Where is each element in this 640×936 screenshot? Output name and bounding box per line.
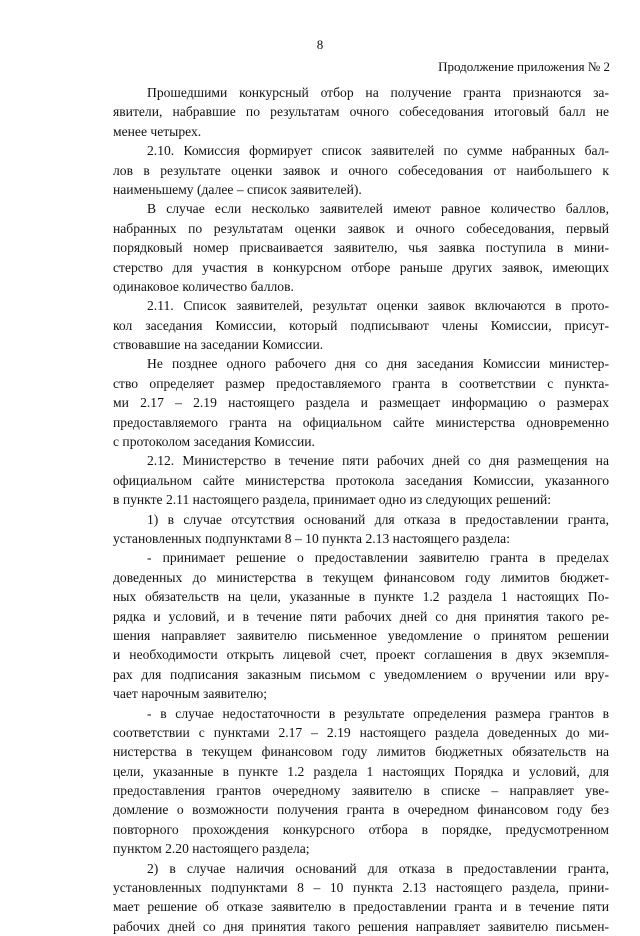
text-line: цели, указанные в пункте 1.2 раздела 1 настоящих Порядка и условий, для xyxy=(113,763,609,779)
text-line: рабочих дней со дня принятия такого решения направляет заявителю письмен- xyxy=(113,918,609,934)
text-line: В случае если несколько заявителей имеют равное количество баллов, xyxy=(147,201,609,217)
text-line: - в случае недостаточности в результате определения размера грантов в xyxy=(147,705,609,721)
text-line: рах для подписания заказным письмом с уведомлением о вручении или вру- xyxy=(113,666,609,682)
text-line: в пункте 2.11 настоящего раздела, принимает одно из следующих решений: xyxy=(113,492,552,508)
text-line: стерство для участия в конкурсном отборе раньше других заявок, имеющих xyxy=(113,259,609,275)
text-line: 2.12. Министерство в течение пяти рабочих дней со дня размещения на xyxy=(147,453,609,469)
text-line: наименьшему (далее – список заявителей). xyxy=(113,181,362,197)
text-line: официальном сайте министерства протокола заседания Комиссии, указанного xyxy=(113,472,609,488)
body-text xyxy=(113,83,609,936)
text-line: с протоколом заседания Комиссии. xyxy=(113,434,315,450)
text-line: нистерства в текущем финансовом году лимитов бюджетных обязательств на xyxy=(113,744,609,760)
text-line: набранных по результатам оценки заявок и очного собеседования, первый xyxy=(113,220,609,236)
text-line: кол заседания Комиссии, который подписывают члены Комиссии, присут- xyxy=(113,317,609,333)
text-line: чает нарочным заявителю; xyxy=(113,686,268,702)
text-line: 1) в случае отсутствия оснований для отказа в предоставлении гранта, xyxy=(147,511,609,527)
text-line: пунктом 2.20 настоящего раздела; xyxy=(113,841,310,857)
text-line: домление о возможности получения гранта в очередном финансовом году без xyxy=(113,802,609,818)
text-line: 2.11. Список заявителей, результат оценки заявок включаются в прото- xyxy=(147,298,609,314)
annex-caption: Продолжение приложения № 2 xyxy=(438,59,610,74)
text-line: 2) в случае наличия оснований для отказа в предоставлении гранта, xyxy=(147,860,609,876)
page-number: 8 xyxy=(316,37,324,52)
text-line: установленных подпунктами 8 – 10 пункта 2.13 настоящего раздела: xyxy=(113,530,510,546)
text-line: и необходимости открыть лицевой счет, проект соглашения в двух экземпля- xyxy=(113,647,609,663)
text-line: ство определяет размер предоставляемого гранта в соответствии с пункта- xyxy=(113,375,609,391)
text-line: рядка и условий, и в течение пяти рабочих дней со дня принятия такого ре- xyxy=(113,608,609,624)
text-line: явители, набравшие по результатам очного собеседования итоговый балл не xyxy=(113,104,609,120)
text-line: ствовавшие на заседании Комиссии. xyxy=(113,337,324,353)
text-line: 2.10. Комиссия формирует список заявителей по сумме набранных бал- xyxy=(147,143,609,159)
text-line: - принимает решение о предоставлении заявителю гранта в пределах xyxy=(147,550,609,566)
text-line: менее четырех. xyxy=(113,123,202,139)
text-line: Прошедшими конкурсный отбор на получение гранта признаются за- xyxy=(147,85,609,100)
text-line: ми 2.17 – 2.19 настоящего раздела и размещает информацию о размерах xyxy=(113,395,609,411)
text-line: лов в результате оценки заявок и очного собеседования от наибольшего к xyxy=(113,162,609,178)
text-line: предоставляемого гранта на официальном сайте министерства одновременно xyxy=(113,414,609,430)
text-line: предоставления грантов очередному заявителю в списке – направляет уве- xyxy=(113,783,609,799)
text-line: соответствии с пунктами 2.17 – 2.19 настоящего раздела доведенных до ми- xyxy=(113,724,609,740)
text-line: шения направляет заявителю письменное уведомление о принятом решении xyxy=(113,627,609,643)
text-line: ных обязательств на цели, указанные в пункте 1.2 раздела 1 настоящих По- xyxy=(113,589,609,605)
text-line: мает решение об отказе заявителю в предоставлении гранта и в течение пяти xyxy=(113,899,609,915)
text-line: одинаковое количество баллов. xyxy=(113,278,294,294)
text-line: повторного прохождения конкурсного отбора в порядке, предусмотренном xyxy=(113,821,609,837)
text-line: Не позднее одного рабочего дня со дня заседания Комиссии министер- xyxy=(147,356,609,372)
text-line: доведенных до министерства в текущем финансовом году лимитов бюджет- xyxy=(113,569,609,585)
text-line: установленных подпунктами 8 – 10 пункта 2.13 настоящего раздела, прини- xyxy=(113,880,609,896)
text-line: порядковый номер присваивается заявителю, чья заявка поступила в мини- xyxy=(113,240,609,256)
